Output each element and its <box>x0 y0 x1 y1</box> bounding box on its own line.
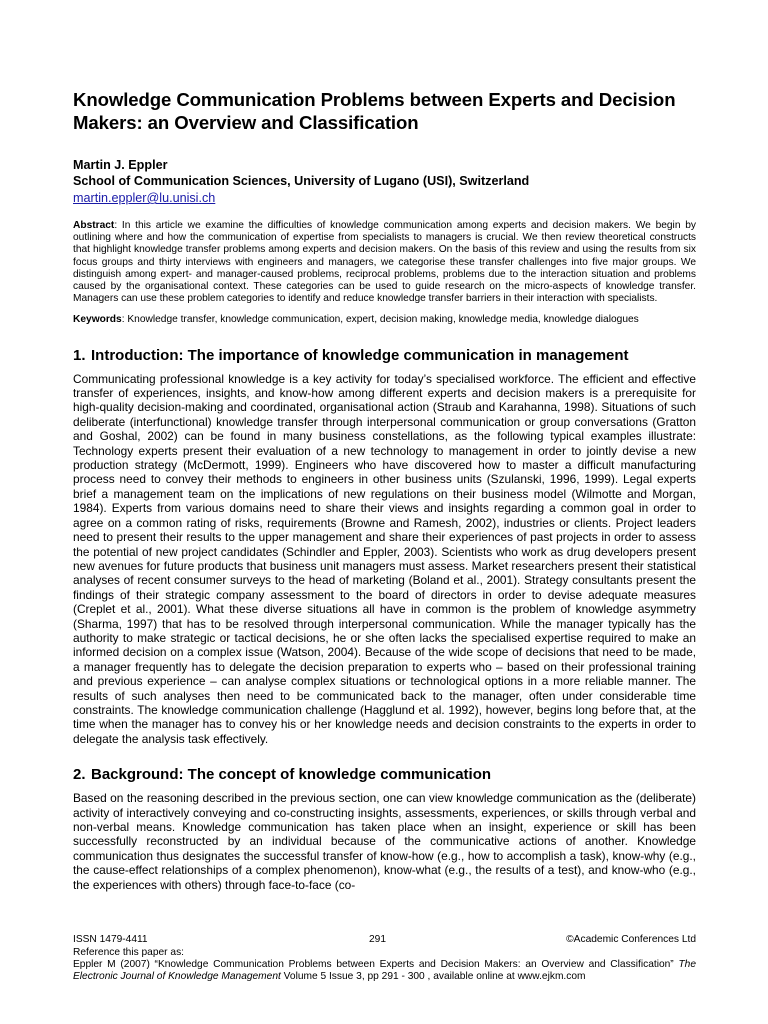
abstract-text: : In this article we examine the difficulties of knowledge communication among experts and decision makers. We begin by outlining where and how the communication of expertise from specialists to managers is crucial. We then review theoretical constructs that highlight knowledge transfer problems among experts and decision makers. On the basis of this review and using the results from six focus groups and thirty interviews with engineers and managers, we categorise these transfer challenges into five major groups. We distinguish among expert- and manager-caused problems, reciprocal problems, problems due to the interaction situation and problems caused by the organisational context. These categories can be used to guide research on the micro-aspects of knowledge transfer. Managers can use these problem categories to identify and reduce knowledge transfer barriers in their interaction with specialists. <box>73 220 696 305</box>
abstract-label: Abstract <box>73 220 115 231</box>
section-body-background: Based on the reasoning described in the previous section, one can view knowledge communication as the (deliberate) activity of interactively conveying and co-constructing insights, assessments, experiences, or skills through verbal and non-verbal means. Knowledge communication has taken place when an insight, experience or skill has been successfully reconstructed by an individual because of the communicative actions of another. Knowledge communication thus designates the successful transfer of know-how (e.g., how to accomplish a task), know-why (e.g., the cause-effect relationships of a complex phenomenon), know-what (e.g., the results of a test), and know-who (e.g., the experiences with others) through face-to-face (co- <box>73 791 696 892</box>
section-number: 1. <box>73 346 86 364</box>
section-title: Introduction: The importance of knowledge communication in management <box>91 346 629 364</box>
paper-page <box>73 88 696 892</box>
reference-tail: Volume 5 Issue 3, pp 291 - 300 , available online at www.ejkm.com <box>280 971 586 983</box>
page-number: 291 <box>369 934 386 945</box>
reference-journal: The Electronic Journal of Knowledge Management <box>73 959 696 983</box>
keywords-text: : Knowledge transfer, knowledge communication, expert, decision making, knowledge media, knowledge dialogues <box>121 314 639 326</box>
reference-text <box>73 959 696 983</box>
copyright: ©Academic Conferences Ltd <box>566 934 696 945</box>
reference-main: Eppler M (2007) “Knowledge Communication Problems between Experts and Decision Makers: an Overview and Classification” <box>73 959 679 971</box>
author-email-link[interactable]: martin.eppler@lu.unisi.ch <box>73 191 216 205</box>
section-number: 2. <box>73 766 86 784</box>
issn: ISSN 1479-4411 <box>73 934 148 945</box>
section-body-introduction: Communicating professional knowledge is a key activity for today’s specialised workforce. The efficient and effective transfer of experiences, insights, and know-how among different experts and decision makers is a prerequisite for high-quality decision-making and coordinated, organisational action (Straub and Karahanna, 1998). Situations of such deliberate (interfunctional) knowledge transfer through interpersonal communication or group conversations (Gratton and Goshal, 2002) can be found in many business constellations, as the following typical examples illustrate: Technology experts present their evaluation of a new technology to management in order to jointly devise a new production strategy (McDermott, 1999). Engineers who have discovered how to master a difficult manufacturing process need to convey their methods to engineers in other business units (Szulanski, 1996, 1999). Legal experts brief a management team on the implications of new regulations on their business model (Wilmotte and Morgan, 1984). Experts from various domains need to share their views and insights regarding a common goal in order to agree on a common rating of risks, requirements (Browne and Ramesh, 2002), industries or clients. Project leaders need to present their results to the upper management and share their experiences of past projects in order to assess the potential of new project candidates (Schindler and Eppler, 2003). Scientists who work as drug developers present new avenues for future products that business unit managers must assess. Market researchers present their statistical analyses of recent consumer surveys to the head of marketing (Boland et al., 2001). Strategy consultants present the findings of their strategic company assessment to the board of directors in order to devise adequate measures (Creplet et al., 2001). What these diverse situations all have in common is the problem of knowledge asymmetry (Sharma, 1997) that has to be resolved through interpersonal communication. While the manager typically has the authority to make strategic or tactical decisions, he or she often lacks the specialised expertise required to make an informed decision on a complex issue (Watson, 2004). Because of the wide scope of decisions that need to be made, a manager frequently has to delegate the decision preparation to experts who – based on their professional training and previous experience – can analyse complex situations or technological options in a more reliable manner. The results of such analyses then need to be communicated back to the manager, often under considerable time constraints. The knowledge communication challenge (Hagglund et al. 1992), however, begins long before that, at the time when the manager has to convey his or her knowledge needs and decision constraints to the experts in order to delegate the analysis task effectively. <box>73 371 696 746</box>
footer-row <box>73 934 696 947</box>
author-affiliation: School of Communication Sciences, University of Lugano (USI), Switzerland <box>73 174 530 188</box>
section-heading-background <box>73 765 696 784</box>
keywords-label: Keywords <box>73 314 122 326</box>
page-footer <box>73 934 696 984</box>
abstract <box>73 220 696 305</box>
reference-intro: Reference this paper as: <box>73 947 184 958</box>
author-name: Martin J. Eppler <box>73 158 168 172</box>
section-title: Background: The concept of knowledge communication <box>91 766 492 784</box>
keywords <box>73 314 696 326</box>
paper-title: Knowledge Communication Problems between Experts and Decision Makers: an Overview and Classification <box>73 89 676 133</box>
section-heading-introduction <box>73 346 696 365</box>
